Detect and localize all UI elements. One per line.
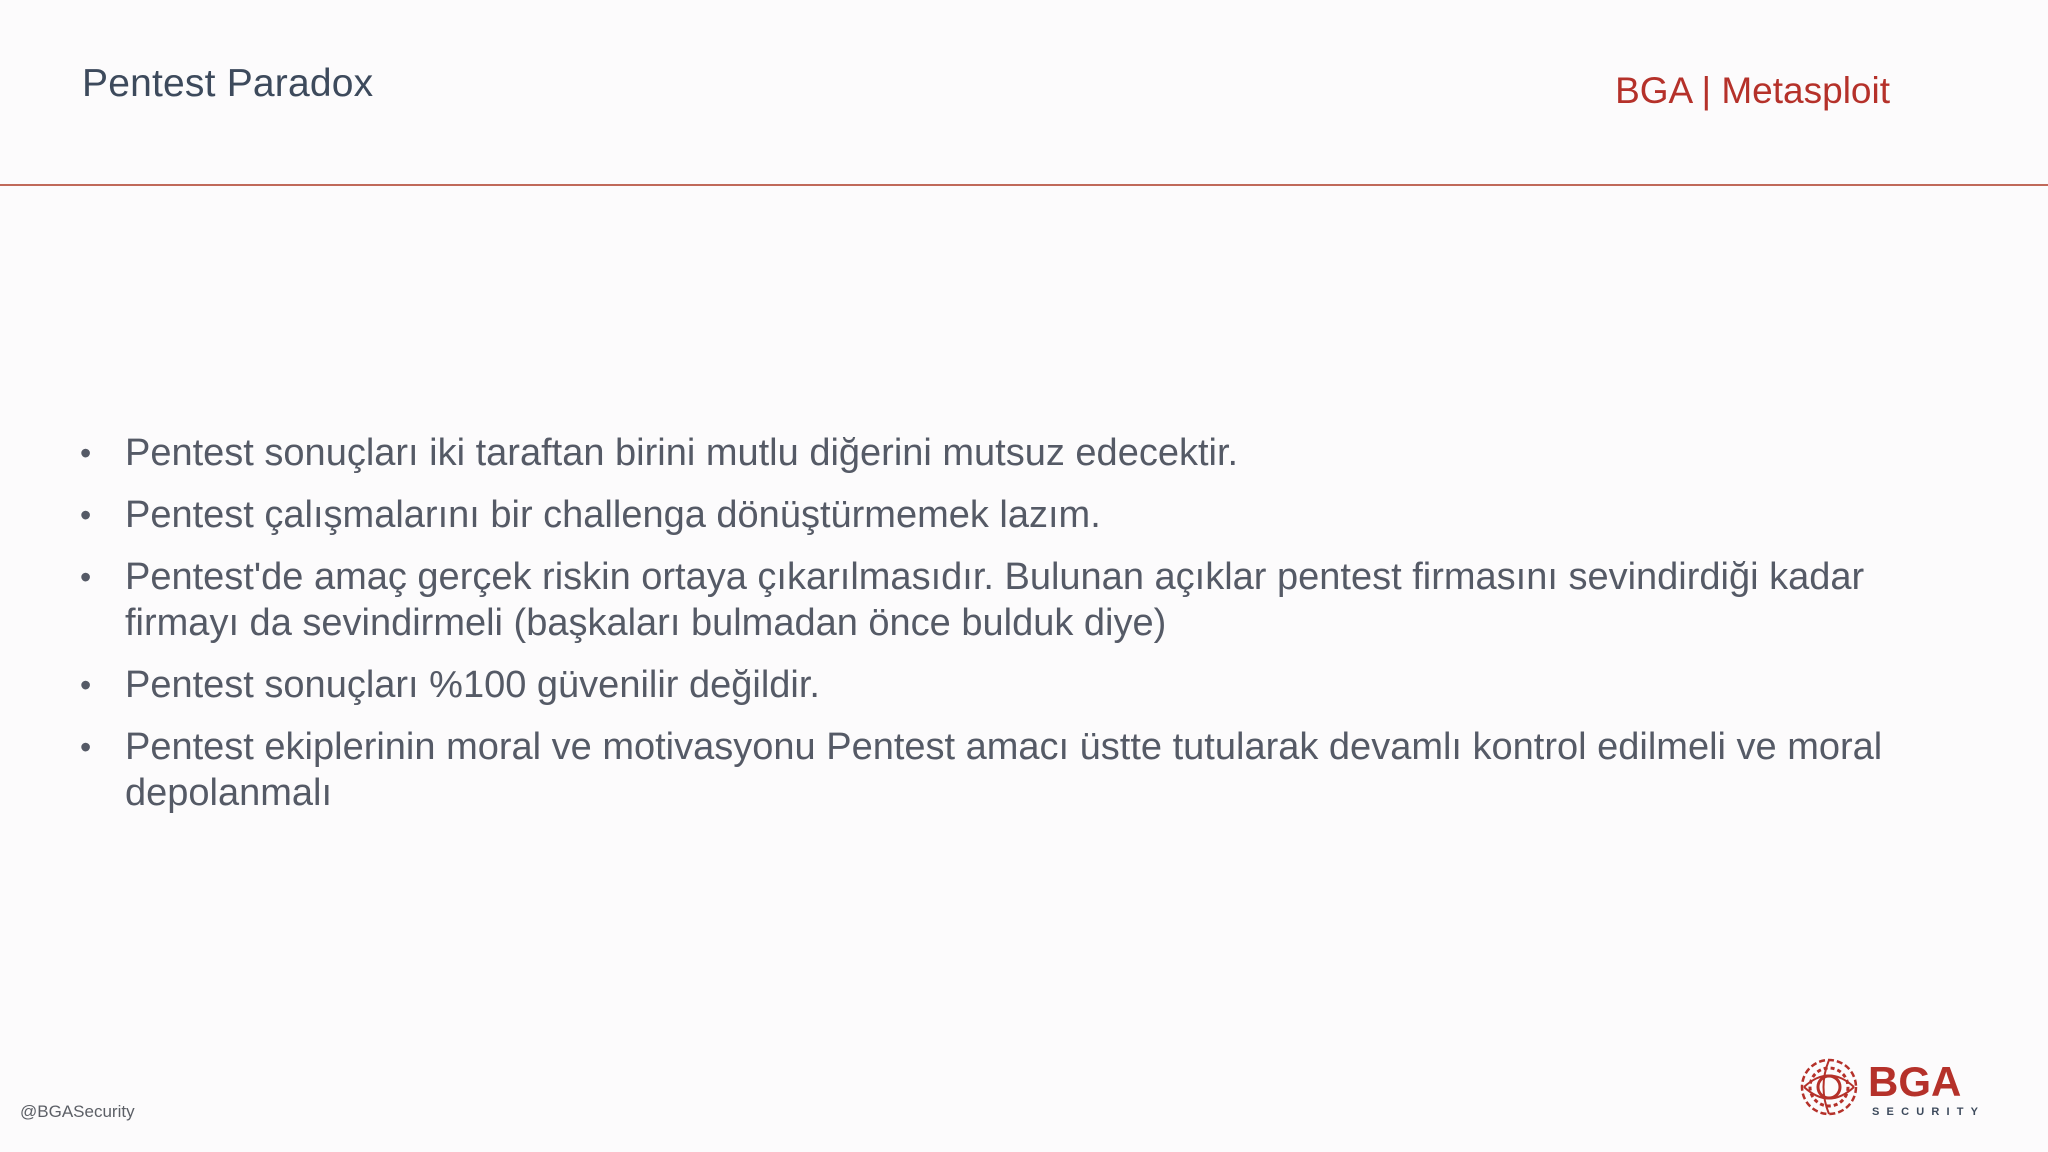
bullet-text: Pentest sonuçları iki taraftan birini mutlu diğerini mutsuz edecektir. — [125, 432, 1239, 474]
bullet-text: Pentest'de amaç gerçek riskin ortaya çıkarılmasıdır. Bulunan açıklar pentest firmasını sevindirdiği kadar firmayı da sevindirmeli (başkaları bulmadan önce bulduk diye) — [125, 556, 1865, 644]
list-item — [80, 430, 1980, 476]
brand-header: BGA | Metasploit — [1615, 70, 1890, 111]
list-item — [80, 554, 1980, 646]
bullet-icon: • — [80, 497, 92, 533]
bga-security-logo — [1798, 1054, 1998, 1124]
bullet-icon: • — [80, 435, 92, 471]
list-item — [80, 724, 1980, 816]
bullet-text: Pentest ekiplerinin moral ve motivasyonu Pentest amacı üstte tutularak devamlı kontrol edilmeli ve moral depolanmalı — [125, 726, 1883, 814]
list-item — [80, 662, 1980, 708]
bullet-icon: • — [80, 729, 92, 765]
bullet-icon: • — [80, 559, 92, 595]
logo-text: BGA — [1868, 1058, 1962, 1105]
bullet-icon: • — [80, 667, 92, 703]
header-divider — [0, 184, 2048, 186]
bullet-list — [80, 430, 1980, 832]
globe-icon — [1802, 1060, 1856, 1114]
page-title: Pentest Paradox — [82, 62, 374, 105]
bullet-text: Pentest çalışmalarını bir challenga dönüştürmemek lazım. — [125, 494, 1101, 536]
logo-subtext: SECURITY — [1872, 1106, 1986, 1118]
footer-handle: @BGASecurity — [20, 1102, 135, 1121]
bullet-text: Pentest sonuçları %100 güvenilir değildir. — [125, 664, 820, 706]
list-item — [80, 492, 1980, 538]
